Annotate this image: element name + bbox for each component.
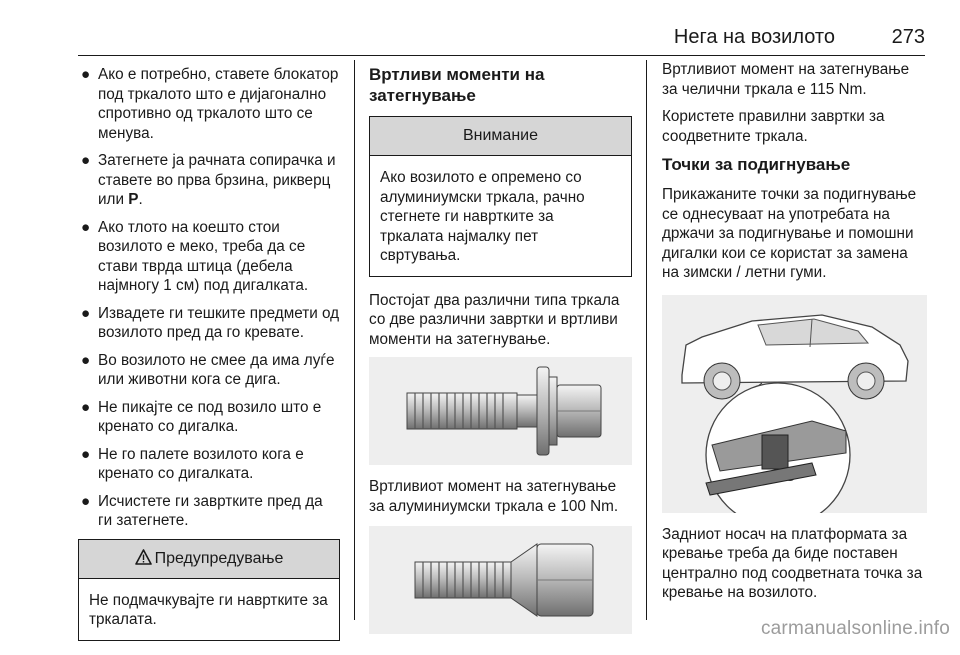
list-item: ● Ако е потребно, ставете блокатор под тркалото што е дијагонално спротивно од тркалото што се менува.	[81, 66, 339, 142]
bullet-icon: ●	[81, 492, 91, 510]
paragraph: Користете правилни завртки за соодветните тркала.	[662, 108, 885, 145]
column-middle	[369, 60, 632, 646]
gear-p-label: P	[128, 191, 139, 208]
notice-box	[369, 116, 632, 277]
list-item: ● Исчистете ги завртките пред да ги затегнете.	[81, 492, 323, 529]
paragraph: Постојат два различни типа тркала со две различни завртки и вртливи моменти на затегнување.	[369, 291, 620, 348]
column-right	[662, 60, 927, 611]
warning-text: Не подмачкувајте ги навртките за тркалата.	[89, 591, 328, 628]
column-divider	[354, 60, 355, 620]
notice-header: Внимание	[370, 117, 631, 156]
lifting-point-image	[662, 295, 927, 513]
section-heading-lifting-points: Точки за подигнување	[662, 155, 851, 174]
bullet-icon: ●	[81, 445, 91, 463]
column-left	[78, 60, 340, 655]
paragraph: Прикажаните точки за подигнување се однесуваат на употребата на држачи за подигнување и помошни дигалки кои се користат за замена на зимски / летни гуми.	[662, 186, 917, 281]
page-header	[0, 26, 925, 56]
bullet-list	[78, 65, 340, 531]
warning-header	[79, 540, 339, 579]
column-divider	[646, 60, 647, 620]
car-lifting-point-illustration	[662, 295, 927, 513]
list-item: ● Не пикајте се под возило што е кренато со дигалка.	[81, 398, 322, 435]
list-item: ● Извадете ги тешките предмети од возилото пред да го кревате.	[81, 304, 340, 341]
list-item: ● Во возилото не смее да има луѓе или животни кога се дига.	[81, 351, 335, 388]
list-item: ● Не го палете возилото кога е кренато со дигалката.	[81, 445, 304, 482]
bullet-icon: ●	[81, 304, 91, 322]
warning-title: Предупредување	[154, 549, 284, 567]
alloy-wheel-bolt-illustration	[369, 357, 632, 465]
section-title: Нега на возилото	[673, 26, 835, 48]
paragraph: Задниот носач на платформата за кревање треба да биде поставен централно под соодветната точка за кревање на возилото.	[662, 525, 923, 601]
steel-wheel-bolt-illustration	[369, 526, 632, 634]
page-number: 273	[891, 26, 925, 48]
notice-text: Ако возилото е опремено со алуминиумски тркала, рачно стегнете ги навртките за тркалата најмалку пет свртувања.	[380, 169, 585, 264]
section-heading-torque: Вртливи моменти на затегнување	[369, 65, 545, 105]
bullet-icon: ●	[81, 152, 91, 169]
bullet-icon: ●	[81, 66, 91, 83]
header-divider	[78, 55, 925, 56]
warning-box	[78, 539, 340, 641]
bullet-icon: ●	[81, 398, 91, 416]
wheel-bolt-image-alloy	[369, 357, 632, 465]
list-item: ● Затегнете ја рачната сопирачка и ставете во прва брзина, рикверц или P.	[81, 152, 336, 208]
paragraph: Вртливиот момент на затегнување за алуминиумски тркала е 100 Nm.	[369, 478, 619, 515]
bullet-icon: ●	[81, 351, 91, 369]
bullet-icon: ●	[81, 218, 91, 236]
list-item: ● Ако тлото на коешто стои возилото е меко, треба да се стави тврда штица (дебела најмногу 1 см) под дигалката.	[81, 218, 309, 294]
paragraph: Вртливиот момент на затегнување за челични тркала е 115 Nm.	[662, 61, 910, 98]
wheel-bolt-image-steel	[369, 526, 632, 634]
warning-triangle-icon	[135, 549, 152, 565]
watermark-text: carmanualsonline.info	[760, 618, 950, 639]
